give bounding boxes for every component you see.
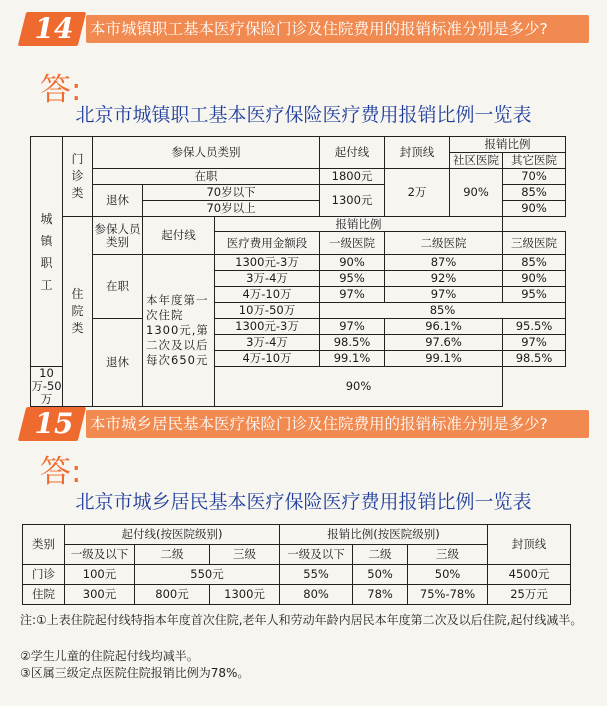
table-cell: 4万-10万 <box>215 287 320 303</box>
header-cell: 二级 <box>135 545 210 565</box>
table-cell: 70% <box>503 169 566 185</box>
inpatient-label: 住院类 <box>63 217 93 407</box>
outpatient-label: 门诊类 <box>63 137 93 217</box>
answer-label: 答: <box>40 454 82 490</box>
table-cell: 75%-78% <box>408 585 488 605</box>
table-cell: 300元 <box>65 585 135 605</box>
table-cell: 550元 <box>135 565 280 585</box>
table-cell: 98.5% <box>503 351 566 367</box>
table-cell: 70岁以上 <box>143 201 320 217</box>
table-cell: 3万-4万 <box>215 335 320 351</box>
table-cell: 99.1% <box>385 351 503 367</box>
question-15-banner <box>0 405 607 443</box>
question-number: 14 <box>34 12 74 45</box>
header-cell: 封顶线 <box>488 525 571 565</box>
header-cell: 其它医院 <box>503 153 566 169</box>
table-cell: 90% <box>215 367 503 407</box>
table-cell: 25万元 <box>488 585 571 605</box>
table-title: 北京市城乡居民基本医疗保险医疗费用报销比例一览表 <box>75 491 532 513</box>
header-cell: 二级 <box>353 545 408 565</box>
table-cell: 住院 <box>23 585 65 605</box>
table-cell: 10万-50万 <box>31 366 62 406</box>
table-cell: 50% <box>408 565 488 585</box>
resident-insurance-table <box>22 524 571 605</box>
answer-label: 答: <box>40 72 82 108</box>
table-cell: 99.1% <box>320 351 385 367</box>
question-text: 本市城乡居民基本医疗保险门诊及住院费用的报销标准分别是多少? <box>90 415 548 433</box>
table-cell: 在职 <box>93 169 320 185</box>
header-cell: 起付线 <box>143 217 215 255</box>
header-cell: 起付线(按医院级别) <box>65 525 280 545</box>
table-cell: 95% <box>320 271 385 287</box>
table-cell: 2万 <box>385 169 450 217</box>
table-cell: 80% <box>280 585 353 605</box>
footnote: 注:①上表住院起付线特指本年度首次住院,老年人和劳动年龄内居民本年度第二次及以后住院,起付线减半。 <box>20 613 583 627</box>
header-cell: 起付线 <box>320 137 385 169</box>
start-line-cell: 本年度第一次住院1300元,第二次及以后每次650元 <box>143 255 215 407</box>
table-cell: 3万-4万 <box>215 271 320 287</box>
table-cell: 97% <box>503 335 566 351</box>
table-cell: 90% <box>503 271 566 287</box>
header-cell: 报销比例 <box>215 217 503 232</box>
footnote: ③区属三级定点医院住院报销比例为78%。 <box>20 666 250 680</box>
table-cell: 87% <box>385 255 503 271</box>
header-cell: 类别 <box>23 525 65 565</box>
header-cell: 三级 <box>210 545 280 565</box>
table-cell: 4万-10万 <box>215 351 320 367</box>
table-title: 北京市城镇职工基本医疗保险医疗费用报销比例一览表 <box>75 104 532 126</box>
table-cell: 90% <box>320 255 385 271</box>
header-cell: 报销比例(按医院级别) <box>280 525 488 545</box>
header-cell: 参保人员类别 <box>93 137 320 169</box>
question-text: 本市城镇职工基本医疗保险门诊及住院费用的报销标准分别是多少? <box>90 20 548 38</box>
table-cell: 85% <box>320 303 566 319</box>
table-cell: 85% <box>503 185 566 201</box>
table-cell: 1300元 <box>320 185 385 217</box>
table-cell: 55% <box>280 565 353 585</box>
table-cell: 96.1% <box>385 319 503 335</box>
header-cell: 二级医院 <box>385 232 503 255</box>
header-cell: 三级医院 <box>503 232 566 255</box>
table-cell: 95.5% <box>503 319 566 335</box>
table-cell: 1300元-3万 <box>215 319 320 335</box>
table-cell: 97% <box>385 287 503 303</box>
table-cell: 退休 <box>93 185 143 217</box>
header-cell: 参保人员类别 <box>93 217 143 255</box>
table-cell: 门诊 <box>23 565 65 585</box>
question-number: 15 <box>34 407 74 440</box>
table-cell: 97% <box>320 319 385 335</box>
header-cell: 一级及以下 <box>280 545 353 565</box>
header-cell: 三级 <box>408 545 488 565</box>
header-cell: 封顶线 <box>385 137 450 169</box>
table-cell: 退休 <box>93 319 143 407</box>
table-cell: 85% <box>503 255 566 271</box>
category-cell: 城镇职工 <box>31 137 63 367</box>
table-cell: 800元 <box>135 585 210 605</box>
header-cell: 一级医院 <box>320 232 385 255</box>
question-14-banner <box>0 10 607 48</box>
table-cell: 90% <box>503 201 566 217</box>
table-cell: 50% <box>353 565 408 585</box>
table-cell: 95% <box>503 287 566 303</box>
table-cell: 90% <box>450 169 503 217</box>
table-cell: 98.5% <box>320 335 385 351</box>
header-cell: 报销比例 <box>450 137 566 153</box>
table-cell: 1800元 <box>320 169 385 185</box>
employee-insurance-table <box>30 136 566 407</box>
header-cell: 医疗费用金额段 <box>215 232 320 255</box>
table-cell: 1300元 <box>210 585 280 605</box>
table-cell: 92% <box>385 271 503 287</box>
table-cell: 10万-50万 <box>215 303 320 319</box>
table-cell: 97.6% <box>385 335 503 351</box>
table-cell: 1300元-3万 <box>215 255 320 271</box>
table-cell: 97% <box>320 287 385 303</box>
table-cell: 100元 <box>65 565 135 585</box>
table-cell: 在职 <box>93 255 143 319</box>
footnote: ②学生儿童的住院起付线均减半。 <box>20 649 199 663</box>
header-cell: 一级及以下 <box>65 545 135 565</box>
table-cell: 78% <box>353 585 408 605</box>
table-cell: 70岁以下 <box>143 185 320 201</box>
table-cell: 4500元 <box>488 565 571 585</box>
header-cell: 社区医院 <box>450 153 503 169</box>
